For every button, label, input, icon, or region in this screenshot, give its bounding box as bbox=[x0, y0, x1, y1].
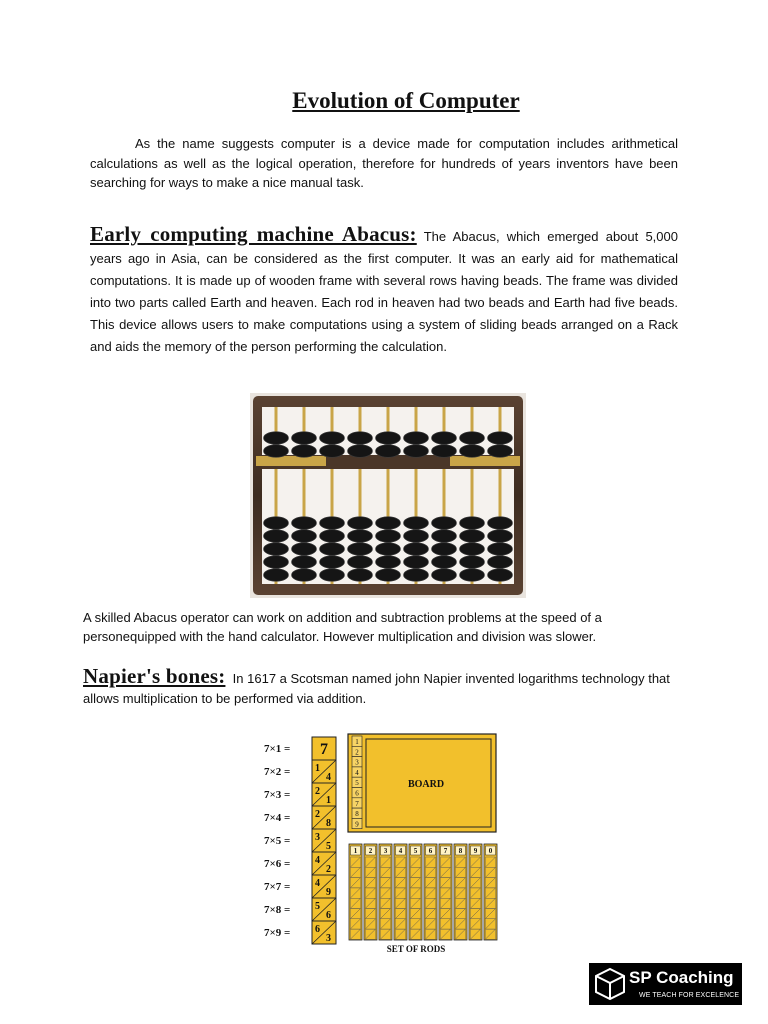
abacus-text: The Abacus, which emerged about 5,000 years ago in Asia, can be considered as the first computer. It was an early aid for mathematical computations. It is made up of wooden frame with several rows having beads. The frame was divided into two parts called Earth and heaven. Each rod in heaven had two beads and Earth had five beads. This device allows users to make computations using a system of sliding beads arranged on a Rack and aids the memory of the person performing the calculation. bbox=[90, 229, 678, 354]
rod-body bbox=[439, 844, 452, 940]
set-of-rods bbox=[349, 844, 497, 940]
abacus-bead bbox=[348, 569, 373, 582]
napier-equation: 7×7 = bbox=[264, 881, 291, 893]
rod-body bbox=[454, 844, 467, 940]
abacus-bead bbox=[404, 569, 429, 582]
seven-rod-tens: 2 bbox=[315, 786, 320, 797]
abacus-bead bbox=[432, 432, 457, 445]
abacus-bead bbox=[320, 517, 345, 530]
seven-rod-units: 5 bbox=[326, 841, 331, 852]
abacus-bead bbox=[264, 530, 289, 543]
abacus-bead bbox=[348, 556, 373, 569]
board-strip-number: 4 bbox=[355, 768, 359, 777]
brand-tagline: WE TEACH FOR EXCELENCE bbox=[639, 992, 740, 999]
napier-equation: 7×1 = bbox=[264, 743, 291, 755]
rod-header: 3 bbox=[383, 847, 388, 855]
cube-logo-icon bbox=[593, 967, 627, 1001]
abacus-bead bbox=[320, 543, 345, 556]
abacus-bead bbox=[264, 445, 289, 458]
abacus-bead bbox=[460, 543, 485, 556]
board-strip-number: 8 bbox=[355, 810, 359, 819]
abacus-bead bbox=[432, 445, 457, 458]
napier-equation: 7×8 = bbox=[264, 904, 291, 916]
board-strip-number: 6 bbox=[355, 789, 359, 798]
abacus-bead bbox=[460, 432, 485, 445]
rod-body bbox=[364, 844, 377, 940]
abacus-caption: A skilled Abacus operator can work on addition and subtraction problems at the speed of a personequipped with the hand calculator. However multiplication and division was slower. bbox=[83, 610, 602, 644]
rod-header: 8 bbox=[458, 847, 463, 855]
abacus-bead bbox=[264, 556, 289, 569]
abacus-bead bbox=[320, 432, 345, 445]
abacus-bead bbox=[348, 445, 373, 458]
seven-rod-tens: 3 bbox=[315, 832, 320, 843]
abacus-bead bbox=[292, 445, 317, 458]
abacus-bead bbox=[432, 556, 457, 569]
abacus-bead bbox=[348, 530, 373, 543]
rod-header: 1 bbox=[353, 847, 358, 855]
napier-equation: 7×2 = bbox=[264, 766, 291, 778]
abacus-section bbox=[90, 223, 678, 358]
abacus-bead bbox=[432, 530, 457, 543]
abacus-bead bbox=[292, 530, 317, 543]
rod-header: 4 bbox=[398, 847, 403, 855]
seven-rod-units: 4 bbox=[326, 772, 331, 783]
abacus-bead bbox=[404, 543, 429, 556]
set-of-rods-label: SET OF RODS bbox=[386, 944, 446, 954]
abacus-bead bbox=[404, 517, 429, 530]
rod-body bbox=[394, 844, 407, 940]
seven-rod-digit: 7 bbox=[320, 741, 328, 758]
abacus-bead bbox=[376, 445, 401, 458]
abacus-bead bbox=[488, 445, 513, 458]
seven-rod-tens: 2 bbox=[315, 809, 320, 820]
rod-header: 2 bbox=[368, 847, 373, 855]
napier-equation: 7×3 = bbox=[264, 789, 291, 801]
abacus-bead bbox=[264, 543, 289, 556]
abacus-bead bbox=[348, 432, 373, 445]
rod-body bbox=[409, 844, 422, 940]
seven-rod-units: 3 bbox=[326, 933, 331, 944]
abacus-bead bbox=[320, 556, 345, 569]
seven-rod-units: 6 bbox=[326, 910, 331, 921]
seven-rod-units: 2 bbox=[326, 864, 331, 875]
abacus-bead bbox=[376, 569, 401, 582]
seven-rod-tens: 1 bbox=[315, 763, 320, 774]
abacus-bead bbox=[376, 432, 401, 445]
abacus-bead bbox=[292, 432, 317, 445]
napier-seven-rod bbox=[312, 737, 336, 944]
napier-equation: 7×9 = bbox=[264, 927, 291, 939]
abacus-bead bbox=[460, 569, 485, 582]
board-strip-number: 9 bbox=[355, 820, 359, 829]
napier-text: In 1617 a Scotsman named john Napier invented logarithms technology that allows multiplication to be performed via addition. bbox=[83, 671, 670, 706]
board-label: BOARD bbox=[407, 779, 445, 790]
napier-bones-figure bbox=[262, 732, 502, 963]
abacus-bead bbox=[432, 543, 457, 556]
rod-header: 6 bbox=[428, 847, 433, 855]
abacus-bead bbox=[460, 556, 485, 569]
abacus-bead bbox=[376, 530, 401, 543]
intro-paragraph: As the name suggests computer is a device made for computation includes arithmetical calculations as well as the logical operation, therefore for hundreds of years inventors have been searching for ways to make a nice manual task. bbox=[90, 136, 678, 190]
abacus-bead bbox=[376, 543, 401, 556]
rod-body bbox=[469, 844, 482, 940]
board-strip-number: 7 bbox=[355, 799, 359, 808]
page-title: Evolution of Computer bbox=[292, 88, 520, 113]
abacus-bead bbox=[348, 543, 373, 556]
seven-rod-units: 9 bbox=[326, 887, 331, 898]
seven-rod-tens: 5 bbox=[315, 901, 320, 912]
napier-heading: Napier's bones: bbox=[83, 664, 226, 688]
abacus-bead bbox=[292, 543, 317, 556]
napier-bones-illustration bbox=[262, 732, 502, 958]
board-strip-number: 5 bbox=[355, 779, 359, 788]
rod-body bbox=[349, 844, 362, 940]
abacus-bead bbox=[432, 569, 457, 582]
board-strip-number: 2 bbox=[355, 748, 359, 757]
rod-header: 0 bbox=[488, 847, 493, 855]
abacus-bead bbox=[292, 556, 317, 569]
abacus-bead bbox=[264, 569, 289, 582]
napier-section bbox=[83, 666, 683, 709]
abacus-heading: Early computing machine Abacus: bbox=[90, 222, 417, 246]
rod-body bbox=[379, 844, 392, 940]
abacus-bead bbox=[376, 556, 401, 569]
abacus-bead bbox=[404, 556, 429, 569]
seven-rod-tens: 6 bbox=[315, 924, 320, 935]
abacus-bead bbox=[488, 543, 513, 556]
napier-equations bbox=[264, 743, 290, 939]
abacus-bead bbox=[292, 517, 317, 530]
napier-equation: 7×5 = bbox=[264, 835, 291, 847]
rod-body bbox=[484, 844, 497, 940]
rod-body bbox=[424, 844, 437, 940]
abacus-illustration bbox=[250, 393, 526, 598]
board-number-strip bbox=[352, 736, 362, 829]
abacus-image bbox=[250, 393, 526, 603]
board-strip-number: 3 bbox=[355, 758, 359, 767]
napier-equation: 7×6 = bbox=[264, 858, 291, 870]
abacus-bead bbox=[264, 517, 289, 530]
seven-rod-units: 8 bbox=[326, 818, 331, 829]
abacus-bead bbox=[488, 432, 513, 445]
abacus-bead bbox=[320, 445, 345, 458]
napier-equation: 7×4 = bbox=[264, 812, 291, 824]
abacus-bead bbox=[488, 530, 513, 543]
abacus-bead bbox=[404, 432, 429, 445]
abacus-bead bbox=[264, 432, 289, 445]
napier-board bbox=[348, 734, 496, 832]
abacus-bead bbox=[348, 517, 373, 530]
sp-coaching-logo bbox=[589, 963, 742, 1005]
seven-rod-units: 1 bbox=[326, 795, 331, 806]
board-strip-number: 1 bbox=[355, 738, 359, 746]
seven-rod-tens: 4 bbox=[315, 878, 320, 889]
abacus-brass-right bbox=[450, 456, 520, 466]
abacus-bead bbox=[292, 569, 317, 582]
rod-header: 9 bbox=[473, 847, 478, 855]
abacus-bead bbox=[404, 530, 429, 543]
abacus-bead bbox=[432, 517, 457, 530]
abacus-bead bbox=[320, 530, 345, 543]
abacus-bead bbox=[460, 445, 485, 458]
abacus-bead bbox=[320, 569, 345, 582]
rod-header: 5 bbox=[413, 847, 418, 855]
abacus-bead bbox=[376, 517, 401, 530]
abacus-bead bbox=[404, 445, 429, 458]
abacus-bead bbox=[488, 517, 513, 530]
abacus-bead bbox=[460, 517, 485, 530]
abacus-bead bbox=[488, 556, 513, 569]
abacus-bead bbox=[488, 569, 513, 582]
abacus-brass-left bbox=[256, 456, 326, 466]
rod-header: 7 bbox=[443, 847, 448, 855]
brand-name: SP Coaching bbox=[629, 968, 734, 987]
seven-rod-tens: 4 bbox=[315, 855, 320, 866]
abacus-bead bbox=[460, 530, 485, 543]
